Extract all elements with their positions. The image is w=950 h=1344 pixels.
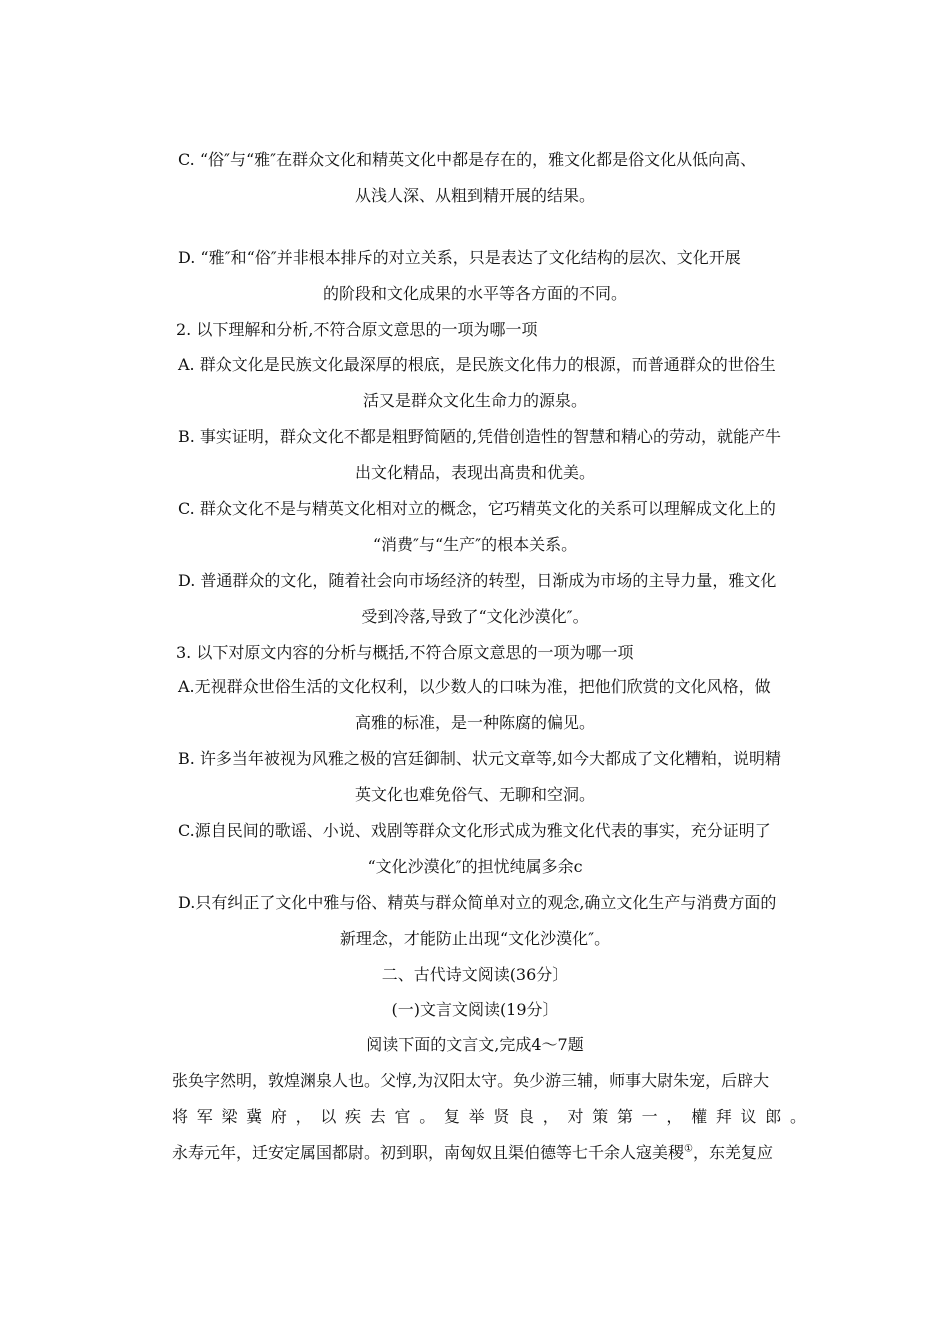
q2-stem: 2. 以下理解和分析,不符合原文意思的一项为哪一项 [176,320,538,339]
passage-char: 良 [518,1107,535,1126]
q3-option-a-line1: A.无视群众世俗生活的文化权利，以少数人的口味为准，把他们欣赏的文化风格，做 [178,677,771,696]
q2-option-d-line1: D. 普通群众的文化，随着社会向市场经济的转型，日渐成为市场的主导力量，雅文化 [178,571,777,590]
q1-option-c-line2: 从浅人深、从粗到精开展的结果。 [354,186,595,205]
q3-option-b-line1: B. 许多当年被视为风雅之极的宫廷御制、状元文章等,如今大都成了文化糟粕，说明精 [178,749,782,768]
passage-char: 一 [641,1107,658,1126]
passage-char: 。 [419,1107,436,1126]
section-subtitle: (一)文言文阅读(19分〕 [391,1000,559,1019]
passage-char: 议 [740,1107,757,1126]
passage-char: 梁 [221,1107,238,1126]
passage-line3-end: ，东羌复应 [692,1143,773,1162]
passage-char: 府 [270,1107,287,1126]
passage-char: ， [666,1107,683,1126]
passage-char: 复 [443,1107,460,1126]
passage-char: 对 [567,1107,584,1126]
q3-stem: 3. 以下对原文内容的分析与概括,不符合原文意思的一项为哪一项 [176,643,634,662]
passage-char: 贤 [493,1107,510,1126]
passage-line3-text: 永寿元年，迁安定属国都尉。初到职，南匈奴且渠伯德等七千余人寇美稷 [172,1143,685,1162]
q2-option-a-line1: A. 群众文化是民族文化最深厚的根底，是民族文化伟力的根源，而普通群众的世俗生 [178,355,776,374]
passage-line2 [172,1107,806,1127]
passage-char: 疾 [345,1107,362,1126]
passage-char: ， [542,1107,559,1126]
q2-option-c-line2: “消费″与“生产″的根本关系。 [372,535,578,554]
passage-char: 以 [320,1107,337,1126]
q3-option-d-line1: D.只有纠正了文化中雅与俗、精英与群众简单对立的观念,确立文化生产与消费方面的 [178,893,777,912]
passage-char: 拜 [715,1107,732,1126]
q3-option-b-line2: 英文化也难免俗气、无聊和空洞。 [354,785,595,804]
passage-char: 第 [616,1107,633,1126]
section-title: 二、古代诗文阅读(36分〕 [381,965,569,984]
passage-char: 郎 [765,1107,782,1126]
passage-line1: 张奂字然明，敦煌渊泉人也。父惇,为汉阳太守。奂少游三辅，师事大尉朱宠，后辟大 [172,1071,770,1090]
q3-option-d-line2: 新理念，才能防止出现“文化沙漠化″。 [339,929,611,948]
q2-option-b-line1: B. 事实证明，群众文化不都是粗野简陋的,凭借创造性的智慧和精心的劳动，就能产牛 [178,427,782,446]
passage-char: 去 [369,1107,386,1126]
passage-char: 權 [691,1107,708,1126]
passage-char: 。 [789,1107,806,1126]
q2-option-c-line1: C. 群众文化不是与精英文化相对立的概念，它巧精英文化的关系可以理解成文化上的 [178,499,776,518]
q2-option-d-line2: 受到冷落,导致了“文化沙漠化″。 [361,607,589,626]
q3-option-a-line2: 高雅的标准，是一种陈腐的偏见。 [354,713,595,732]
passage-char: 冀 [246,1107,263,1126]
q1-option-c-line1: C. “俗″与“雅″在群众文化和精英文化中都是存在的，雅文化都是俗文化从低向高、 [178,150,757,169]
passage-char: ， [295,1107,312,1126]
q2-option-b-line2: 出文化精品，表现出髙贵和优美。 [354,463,595,482]
passage-char: 举 [468,1107,485,1126]
q3-option-c-line2: “文化沙漠化″的担忧纯属多余c [367,857,583,876]
q1-option-d-line1: D. “雅″和“俗″并非根本排斥的对立关系，只是表达了文化结构的层次、文化开展 [178,248,741,267]
q1-option-d-line2: 的阶段和文化成果的水平等各方面的不同。 [322,284,627,303]
passage-char: 策 [592,1107,609,1126]
passage-line3 [172,1143,773,1163]
passage-char: 军 [196,1107,213,1126]
footnote-marker: ① [684,1143,693,1155]
passage-char: 将 [172,1107,189,1126]
q3-option-c-line1: C.源自民间的歌谣、小说、戏剧等群众文化形式成为雅文化代表的事实，充分证明了 [178,821,771,840]
passage-char: 官 [394,1107,411,1126]
q2-option-a-line2: 活又是群众文化生命力的源泉。 [362,391,587,410]
section-instruction: 阅读下面的文言文,完成4〜7题 [366,1035,584,1054]
